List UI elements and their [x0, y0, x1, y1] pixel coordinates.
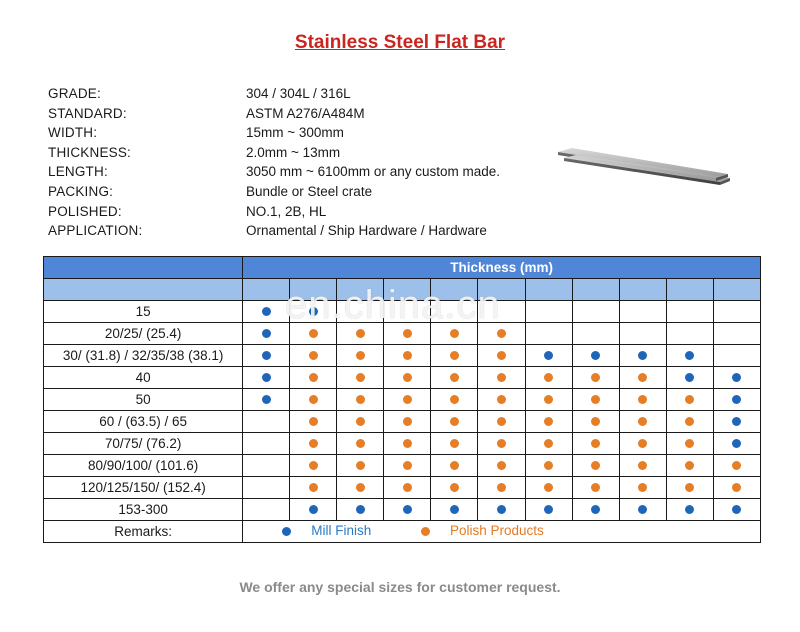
- subheader-cell: [243, 279, 290, 301]
- polish-dot: [309, 439, 318, 448]
- availability-cell: [525, 389, 572, 411]
- width-cell: 60 / (63.5) / 65: [44, 411, 243, 433]
- availability-cell: [572, 367, 619, 389]
- mill-finish-dot: [732, 417, 741, 426]
- table-row: [44, 499, 761, 521]
- availability-cell: [713, 499, 760, 521]
- mill-finish-dot: [450, 505, 459, 514]
- availability-cell: [337, 499, 384, 521]
- polish-dot: [403, 483, 412, 492]
- availability-cell: [384, 433, 431, 455]
- mill-finish-dot: [262, 307, 271, 316]
- spec-label: WIDTH:: [48, 125, 98, 141]
- subheader-cell: [44, 279, 243, 301]
- availability-cell: [572, 389, 619, 411]
- availability-cell: [666, 345, 713, 367]
- mill-finish-dot: [732, 373, 741, 382]
- availability-cell: [337, 301, 384, 323]
- width-cell: 70/75/ (76.2): [44, 433, 243, 455]
- polish-dot: [591, 373, 600, 382]
- spec-width: [48, 123, 500, 143]
- spec-value: ASTM A276/A484M: [246, 105, 365, 121]
- availability-cell: [713, 367, 760, 389]
- table-row: [44, 389, 761, 411]
- polish-dot: [685, 483, 694, 492]
- watermark: en.china.cn: [285, 283, 501, 327]
- availability-cell: [713, 323, 760, 345]
- polish-dot: [450, 461, 459, 470]
- polish-dot: [638, 373, 647, 382]
- polish-dot: [638, 483, 647, 492]
- availability-cell: [337, 367, 384, 389]
- availability-cell: [525, 323, 572, 345]
- spec-label: APPLICATION:: [48, 223, 143, 239]
- mill-finish-dot: [544, 505, 553, 514]
- availability-cell: [337, 455, 384, 477]
- availability-cell: [384, 411, 431, 433]
- availability-cell: [243, 301, 290, 323]
- polish-dot: [497, 483, 506, 492]
- availability-cell: [384, 477, 431, 499]
- table-row: [44, 411, 761, 433]
- availability-cell: [666, 455, 713, 477]
- polish-dot: [544, 439, 553, 448]
- legend-cell: [243, 521, 761, 543]
- spec-value: 15mm ~ 300mm: [246, 125, 344, 141]
- width-cell: 20/25/ (25.4): [44, 323, 243, 345]
- availability-cell: [337, 477, 384, 499]
- subheader-cell: [713, 279, 760, 301]
- polish-dot: [591, 461, 600, 470]
- orange-dot-icon: [421, 527, 430, 536]
- availability-cell: [619, 455, 666, 477]
- width-cell: 50: [44, 389, 243, 411]
- spec-value: NO.1, 2B, HL: [246, 203, 327, 219]
- availability-cell: [525, 477, 572, 499]
- subheader-cell: [478, 279, 525, 301]
- availability-cell: [619, 499, 666, 521]
- page-title: Stainless Steel Flat Bar: [294, 32, 506, 53]
- availability-cell: [525, 367, 572, 389]
- availability-cell: [384, 323, 431, 345]
- availability-cell: [290, 367, 337, 389]
- mill-finish-dot: [309, 307, 318, 316]
- spec-list: [48, 84, 500, 241]
- mill-finish-dot: [685, 505, 694, 514]
- polish-dot: [591, 417, 600, 426]
- polish-dot: [450, 351, 459, 360]
- spec-label: POLISHED:: [48, 203, 122, 219]
- table-row: [44, 477, 761, 499]
- availability-cell: [525, 499, 572, 521]
- polish-dot: [356, 351, 365, 360]
- availability-cell: [384, 499, 431, 521]
- subheader-cell: [619, 279, 666, 301]
- availability-cell: [713, 389, 760, 411]
- polish-dot: [685, 417, 694, 426]
- spec-label: THICKNESS:: [48, 144, 132, 160]
- spec-value: 3050 mm ~ 6100mm or any custom made.: [246, 164, 500, 180]
- mill-finish-dot: [403, 505, 412, 514]
- availability-cell: [572, 433, 619, 455]
- availability-cell: [572, 323, 619, 345]
- availability-cell: [290, 389, 337, 411]
- availability-cell: [478, 323, 525, 345]
- spec-thickness: [48, 143, 500, 163]
- mill-finish-dot: [497, 505, 506, 514]
- availability-cell: [431, 367, 478, 389]
- subheader-cell: [337, 279, 384, 301]
- mill-finish-dot: [638, 351, 647, 360]
- availability-cell: [431, 411, 478, 433]
- availability-cell: [572, 345, 619, 367]
- table-subheader-row: [44, 279, 761, 301]
- availability-cell: [337, 345, 384, 367]
- availability-cell: [243, 411, 290, 433]
- availability-cell: [337, 411, 384, 433]
- availability-cell: [572, 477, 619, 499]
- availability-cell: [431, 389, 478, 411]
- polish-dot: [685, 395, 694, 404]
- availability-cell: [478, 367, 525, 389]
- availability-cell: [572, 411, 619, 433]
- polish-dot: [638, 395, 647, 404]
- mill-finish-dot: [591, 505, 600, 514]
- availability-cell: [431, 323, 478, 345]
- polish-dot: [309, 483, 318, 492]
- availability-cell: [619, 301, 666, 323]
- polish-dot: [544, 395, 553, 404]
- availability-cell: [431, 301, 478, 323]
- availability-cell: [666, 323, 713, 345]
- availability-cell: [243, 477, 290, 499]
- polish-dot: [403, 351, 412, 360]
- polish-dot: [544, 417, 553, 426]
- table-row: [44, 455, 761, 477]
- mill-finish-dot: [544, 351, 553, 360]
- polish-dot: [732, 483, 741, 492]
- availability-cell: [713, 411, 760, 433]
- polish-dot: [403, 461, 412, 470]
- polish-dot: [497, 417, 506, 426]
- polish-dot: [356, 329, 365, 338]
- availability-cell: [619, 323, 666, 345]
- polish-dot: [403, 439, 412, 448]
- spec-value: Bundle or Steel crate: [246, 183, 373, 199]
- polish-dot: [685, 461, 694, 470]
- polish-dot: [544, 483, 553, 492]
- availability-cell: [478, 477, 525, 499]
- polish-dot: [685, 439, 694, 448]
- polish-dot: [497, 461, 506, 470]
- availability-cell: [619, 367, 666, 389]
- availability-cell: [525, 455, 572, 477]
- table-row: [44, 367, 761, 389]
- availability-cell: [243, 433, 290, 455]
- spec-application: [48, 221, 500, 241]
- spec-packing: [48, 182, 500, 202]
- availability-cell: [619, 411, 666, 433]
- polish-dot: [591, 483, 600, 492]
- polish-dot: [403, 373, 412, 382]
- availability-cell: [337, 323, 384, 345]
- subheader-cell: [431, 279, 478, 301]
- availability-cell: [384, 367, 431, 389]
- mill-finish-dot: [732, 505, 741, 514]
- availability-cell: [713, 301, 760, 323]
- spec-standard: [48, 104, 500, 124]
- availability-cell: [525, 345, 572, 367]
- polish-dot: [638, 417, 647, 426]
- width-cell: 30/ (31.8) / 32/35/38 (38.1): [44, 345, 243, 367]
- availability-cell: [290, 477, 337, 499]
- remarks-label: Remarks:: [44, 521, 243, 543]
- spec-label: GRADE:: [48, 86, 101, 101]
- blue-dot-icon: [282, 527, 291, 536]
- subheader-cell: [666, 279, 713, 301]
- availability-cell: [290, 455, 337, 477]
- availability-cell: [572, 301, 619, 323]
- availability-cell: [572, 499, 619, 521]
- spec-label: STANDARD:: [48, 105, 127, 121]
- availability-cell: [243, 455, 290, 477]
- availability-cell: [619, 345, 666, 367]
- polish-dot: [309, 329, 318, 338]
- availability-cell: [666, 499, 713, 521]
- availability-cell: [478, 345, 525, 367]
- polish-dot: [309, 395, 318, 404]
- spec-polished: [48, 202, 500, 222]
- availability-cell: [290, 301, 337, 323]
- availability-cell: [572, 455, 619, 477]
- polish-dot: [544, 461, 553, 470]
- spec-value: Ornamental / Ship Hardware / Hardware: [246, 223, 487, 239]
- availability-cell: [431, 455, 478, 477]
- polish-dot: [544, 373, 553, 382]
- table-row: [44, 323, 761, 345]
- availability-cell: [384, 389, 431, 411]
- mill-finish-dot: [685, 351, 694, 360]
- mill-finish-dot: [262, 373, 271, 382]
- polish-dot: [309, 351, 318, 360]
- polish-dot: [309, 373, 318, 382]
- spec-value: 304 / 304L / 316L: [246, 86, 351, 101]
- polish-dot: [403, 395, 412, 404]
- polish-dot: [356, 395, 365, 404]
- mill-finish-dot: [356, 505, 365, 514]
- footer-note: We offer any special sizes for customer request.: [239, 579, 561, 595]
- subheader-cell: [525, 279, 572, 301]
- table-header-row: [44, 257, 761, 279]
- availability-cell: [713, 345, 760, 367]
- polish-dot: [356, 373, 365, 382]
- availability-cell: [666, 367, 713, 389]
- availability-cell: [525, 433, 572, 455]
- mill-finish-dot: [309, 505, 318, 514]
- polish-dot: [497, 351, 506, 360]
- spec-grade: [48, 84, 500, 104]
- subheader-cell: [572, 279, 619, 301]
- availability-cell: [478, 389, 525, 411]
- availability-cell: [666, 477, 713, 499]
- availability-cell: [290, 345, 337, 367]
- availability-cell: [243, 323, 290, 345]
- availability-cell: [666, 389, 713, 411]
- availability-cell: [243, 345, 290, 367]
- polish-dot: [497, 373, 506, 382]
- mill-finish-dot: [732, 439, 741, 448]
- availability-cell: [478, 301, 525, 323]
- polish-dot: [356, 461, 365, 470]
- mill-finish-dot: [638, 505, 647, 514]
- mill-finish-dot: [262, 329, 271, 338]
- availability-cell: [666, 411, 713, 433]
- spec-value: 2.0mm ~ 13mm: [246, 144, 341, 160]
- availability-cell: [619, 433, 666, 455]
- width-cell: 153-300: [44, 499, 243, 521]
- availability-cell: [290, 499, 337, 521]
- availability-cell: [384, 301, 431, 323]
- legend-mill-label: Mill Finish: [311, 523, 372, 539]
- availability-cell: [666, 433, 713, 455]
- mill-finish-dot: [262, 395, 271, 404]
- mill-finish-dot: [591, 351, 600, 360]
- polish-dot: [497, 329, 506, 338]
- availability-cell: [525, 301, 572, 323]
- availability-cell: [619, 389, 666, 411]
- availability-cell: [431, 477, 478, 499]
- polish-dot: [356, 483, 365, 492]
- polish-dot: [638, 439, 647, 448]
- table-row: [44, 433, 761, 455]
- polish-dot: [450, 329, 459, 338]
- availability-cell: [431, 499, 478, 521]
- width-header-cell: [44, 257, 243, 279]
- polish-dot: [591, 439, 600, 448]
- availability-cell: [243, 367, 290, 389]
- availability-cell: [384, 345, 431, 367]
- availability-cell: [713, 455, 760, 477]
- polish-dot: [356, 439, 365, 448]
- width-cell: 40: [44, 367, 243, 389]
- width-cell: 80/90/100/ (101.6): [44, 455, 243, 477]
- availability-cell: [384, 455, 431, 477]
- availability-cell: [290, 323, 337, 345]
- table-row: [44, 345, 761, 367]
- availability-cell: [525, 411, 572, 433]
- availability-cell: [713, 477, 760, 499]
- polish-dot: [356, 417, 365, 426]
- polish-dot: [591, 395, 600, 404]
- availability-cell: [243, 499, 290, 521]
- width-cell: 120/125/150/ (152.4): [44, 477, 243, 499]
- thickness-header: Thickness (mm): [243, 257, 761, 279]
- polish-dot: [732, 461, 741, 470]
- availability-cell: [478, 499, 525, 521]
- availability-cell: [337, 433, 384, 455]
- subheader-cell: [384, 279, 431, 301]
- availability-cell: [243, 389, 290, 411]
- availability-cell: [478, 455, 525, 477]
- polish-dot: [450, 439, 459, 448]
- polish-dot: [497, 439, 506, 448]
- polish-dot: [450, 417, 459, 426]
- availability-cell: [337, 389, 384, 411]
- availability-cell: [478, 411, 525, 433]
- mill-finish-dot: [732, 395, 741, 404]
- polish-dot: [450, 483, 459, 492]
- legend-polish: [401, 521, 544, 541]
- mill-finish-dot: [685, 373, 694, 382]
- legend-mill-finish: [263, 521, 371, 541]
- availability-cell: [431, 433, 478, 455]
- spec-label: LENGTH:: [48, 164, 108, 180]
- polish-dot: [450, 373, 459, 382]
- availability-cell: [290, 433, 337, 455]
- polish-dot: [497, 395, 506, 404]
- table-row: [44, 301, 761, 323]
- legend-polish-label: Polish Products: [450, 523, 544, 539]
- availability-cell: [290, 411, 337, 433]
- subheader-cell: [290, 279, 337, 301]
- spec-label: PACKING:: [48, 183, 114, 199]
- availability-cell: [478, 433, 525, 455]
- polish-dot: [309, 417, 318, 426]
- polish-dot: [638, 461, 647, 470]
- mill-finish-dot: [262, 351, 271, 360]
- size-availability-table: [43, 256, 761, 543]
- remarks-row: [44, 521, 761, 543]
- availability-cell: [619, 477, 666, 499]
- availability-cell: [666, 301, 713, 323]
- polish-dot: [309, 461, 318, 470]
- availability-cell: [431, 345, 478, 367]
- polish-dot: [450, 395, 459, 404]
- flat-bar-image: [556, 144, 732, 188]
- polish-dot: [403, 329, 412, 338]
- spec-length: [48, 162, 500, 182]
- width-cell: 15: [44, 301, 243, 323]
- availability-cell: [713, 433, 760, 455]
- polish-dot: [403, 417, 412, 426]
